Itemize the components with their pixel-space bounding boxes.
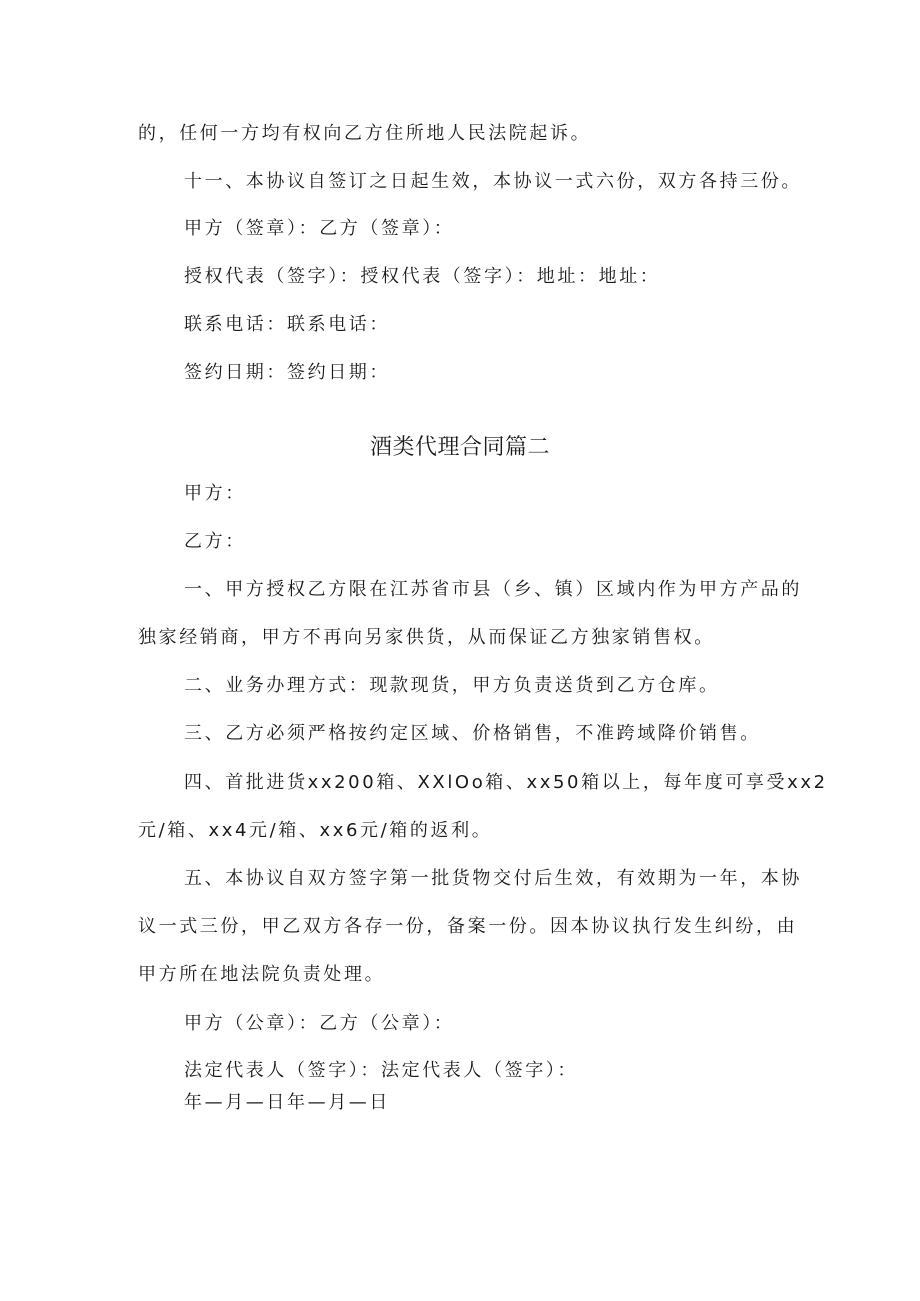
clause-five-line-1: 五、本协议自双方签字第一批货物交付后生效，有效期为一年，本协 [184, 868, 802, 889]
clause-five-line-3: 甲方所在地法院负责处理。 [138, 964, 386, 985]
clause-one-line-2: 独家经销商，甲方不再向另家供货，从而保证乙方独家销售权。 [138, 627, 715, 648]
authorized-rep-address-line: 授权代表（签字）：授权代表（签字）：地址：地址： [184, 266, 661, 287]
legal-rep-line: 法定代表人（签字）：法定代表人（签字）： [184, 1060, 578, 1081]
clause-four-line-2: 元/箱、xx4元/箱、xx6元/箱的返利。 [138, 820, 493, 841]
party-a-line: 甲方： [184, 483, 246, 504]
official-seal-line: 甲方（公章）：乙方（公章）： [184, 1013, 455, 1034]
contact-phone-line: 联系电话：联系电话： [184, 314, 390, 335]
paragraph-line: 的，任何一方均有权向乙方住所地人民法院起诉。 [138, 123, 592, 144]
signing-date-line: 签约日期：签约日期： [184, 362, 390, 383]
clause-one-line-1: 一、甲方授权乙方限在江苏省市县（乡、镇）区域内作为甲方产品的 [184, 579, 802, 600]
clause-two: 二、业务办理方式：现款现货，甲方负责送货到乙方仓库。 [184, 675, 720, 696]
clause-five-line-2: 议一式三份，甲乙双方各存一份，备案一份。因本协议执行发生纠纷，由 [138, 916, 798, 937]
clause-four-line-1: 四、首批进货xx200箱、XXlOo箱、xx50箱以上，每年度可享受xx2 [184, 772, 828, 793]
section-title: 酒类代理合同篇二 [369, 435, 550, 460]
clause-eleven: 十一、本协议自签订之日起生效，本协议一式六份，双方各持三份。 [184, 171, 802, 192]
signature-line-seal: 甲方（签章）：乙方（签章）： [184, 218, 455, 239]
date-line: 年—月—日年—月—日 [184, 1092, 390, 1113]
party-b-line: 乙方： [184, 531, 246, 552]
clause-three: 三、乙方必须严格按约定区域、价格销售，不准跨域降价销售。 [184, 723, 761, 744]
